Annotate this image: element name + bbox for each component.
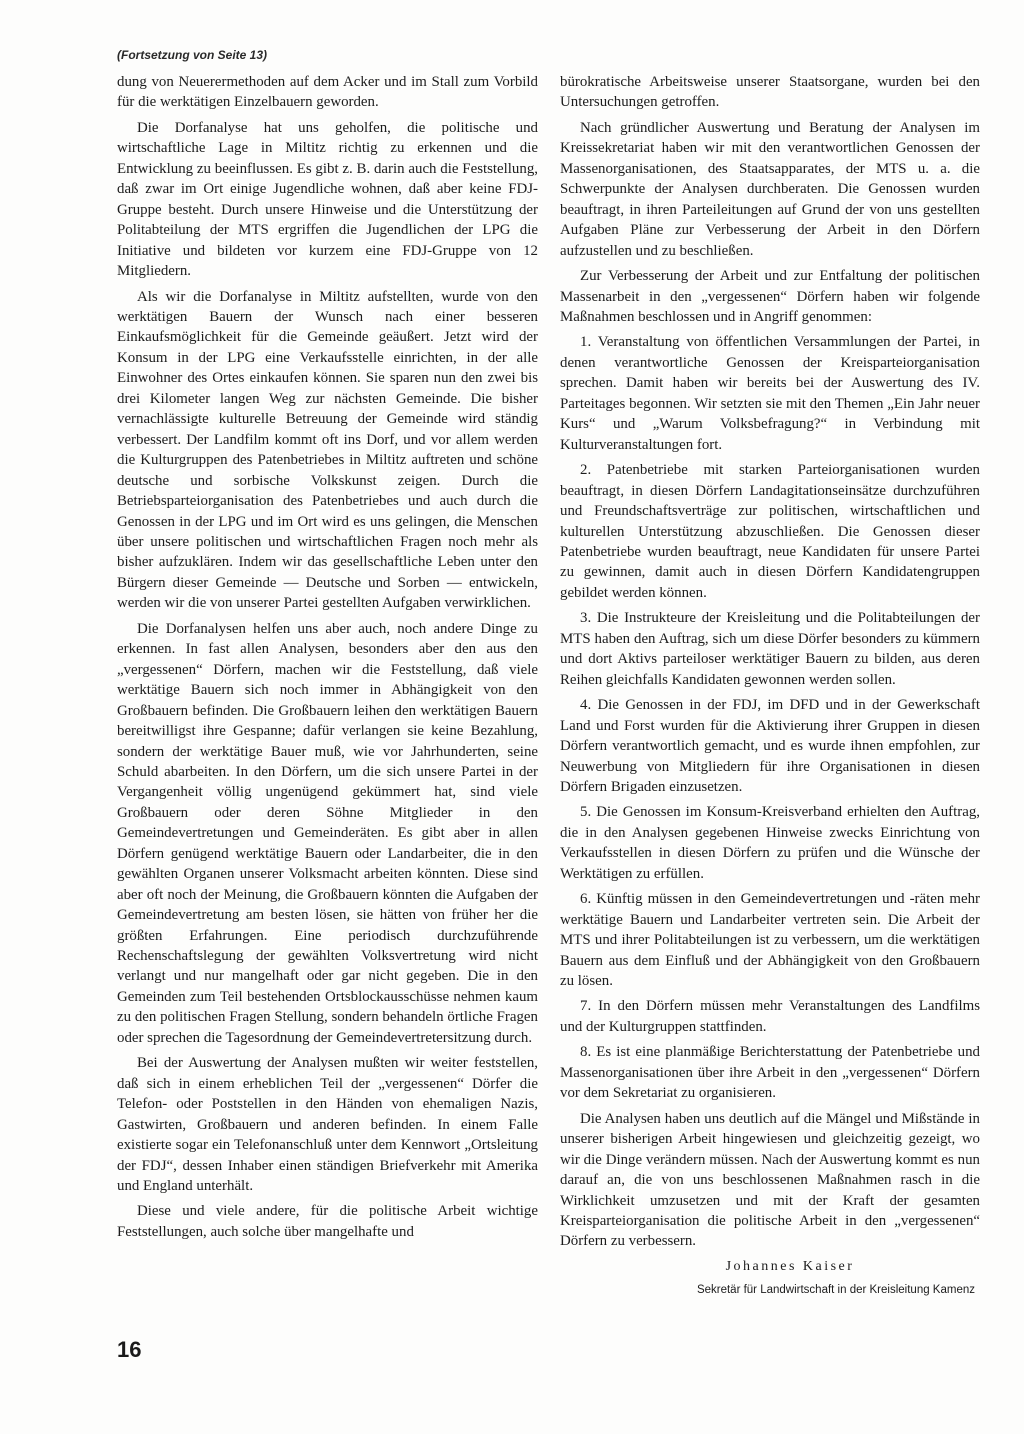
author-name: Johannes Kaiser xyxy=(725,1258,855,1274)
paragraph: Zur Verbesserung der Arbeit und zur Entfaltung der politischen Massenarbeit in den „vergessenen“ Dörfern haben wir folgende Maßnahmen beschlossen und in Angriff genommen: xyxy=(560,268,980,325)
paragraph: Die Dorfanalysen helfen uns aber auch, noch andere Dinge zu erkennen. In fast allen Analysen, besonders aber den aus den „vergessenen“ Dörfern, machen wir die Feststellung, daß viele werktätige Bauern sich noch immer in Abhängigkeit von den Großbauern befinden. Die Großbauern leihen den werktätigen Bauern bereitwilligst ihre Gespanne; dafür verlangen sie keine Bezahlung, sondern der werktätige Bauer muß, wie vor Jahrhunderten, seine Schuld abarbeiten. In den Dörfern, um die sich unsere Partei in der Vergangenheit völlig ungenügend gekümmert hat, sind viele Großbauern oder deren Söhne Mitglieder in den Gemeindevertretungen und Gemeinderäten. Es gibt aber in allen Dörfern genügend werktätige Bauern oder Landarbeiter, die in den gewählten Organen unserer Volksmacht arbeiten könnten. Diese sind aber oft noch der Meinung, die Großbauern könnten die Aufgaben der Gemeindevertretung am besten lösen, sie hätten von früher her die größten Erfahrungen. Eine periodisch durchzuführende Rechenschaftslegung der gewählten Volksvertretung wird nicht verlangt und nur mangelhaft oder gar nicht gegeben. Die in den Gemeinden zum Teil bestehenden Ortsblockausschüsse nehmen kaum zu den politischen Fragen Stellung, sondern behandeln örtliche Fragen oder sprechen die Tagesordnung der Gemeindevertretersitzung durch. xyxy=(117,620,538,1046)
list-item: 5. Die Genossen im Konsum-Kreisverband erhielten den Auftrag, die in den Analysen gegebenen Hinweise zwecks Einrichtung von Verkaufsstellen in diesen Dörfern zu prüfen und die Wünsche der Werktätigen zu erfüllen. xyxy=(560,804,980,882)
list-item: 4. Die Genossen in der FDJ, im DFD und in der Gewerkschaft Land und Forst wurden für die Aktivierung ihrer Gruppen in diesen Dörfern verantwortlich gemacht, und es wurde ihnen empfohlen, zur Neuwerbung von Mitgliedern für ihre Organisationen in diesen Dörfern Brigaden einzusetzen. xyxy=(560,697,980,795)
page-number: 16 xyxy=(117,1337,142,1362)
paragraph: bürokratische Arbeitsweise unserer Staatsorgane, wurden bei den Untersuchungen getroffen. xyxy=(560,74,980,111)
paragraph: Als wir die Dorfanalyse in Miltitz aufstellten, wurde von den werktätigen Bauern der Wunsch nach einer besseren Einkaufsmöglichkeit für die Gemeinde geäußert. Jetzt wird der Konsum in der LPG eine Verkaufsstelle einrichten, in der alle Einwohner des Ortes einkaufen können. Sie sparen nun den zwei bis drei Kilometer langen Weg zur nächsten Gemeinde. Die bisher vernachlässigte kulturelle Betreuung der Gemeinde wird ständig verbessert. Der Landfilm kommt oft ins Dorf, und vor allem werden die Kulturgruppen des Patenbetriebes in Miltitz auftreten und schöne deutsche und sorbische Volkskunst zeigen. Durch die Betriebsparteiorganisation des Patenbetriebes und auch durch die Genossen in der LPG und im Ort wird es uns gelingen, die Menschen über unsere politischen und wirtschaftlichen Fragen noch mehr als bisher aufzuklären. Indem wir das gesellschaftliche Leben unter den Bürgern dieser Gemeinde — Deutsche und Sorben — entwickeln, werden wir die von unserer Partei gestellten Aufgaben verwirklichen. xyxy=(117,288,538,612)
author-role: Sekretär für Landwirtschaft in der Kreisleitung Kamenz xyxy=(696,1284,975,1297)
paragraph: Die Dorfanalyse hat uns geholfen, die politische und wirtschaftliche Lage in Miltitz richtig zu erkennen und die Entwicklung zu beeinflussen. Es gibt z. B. darin auch die Feststellung, daß zwar im Ort einige Jugendliche wohnen, daß aber keine FDJ-Gruppe besteht. Durch unsere Hinweise und die Unterstützung der Politabteilung der MTS ergriffen die Jugendlichen der LPG die Initiative und bildeten vor kurzem eine FDJ-Gruppe von 12 Mitgliedern. xyxy=(117,119,538,280)
list-item: 3. Die Instrukteure der Kreisleitung und die Politabteilungen der MTS haben den Auftrag, sich um diese Dörfer besonders zu kümmern und dort Aktivs parteiloser werktätiger Bauern zu bilden, aus deren Reihen gleichfalls Kandidaten gewonnen werden sollen. xyxy=(560,610,980,688)
list-item: 1. Veranstaltung von öffentlichen Versammlungen der Partei, in denen verantwortliche Genossen der Kreisparteiorganisation sprechen. Damit haben wir bereits bei der Auswertung des IV. Parteitages begonnen. Wir setzten sie mit den Themen „Ein Jahr neuer Kurs“ und „Warum Volksbefragung?“ in Verbindung mit Kulturveranstaltungen fort. xyxy=(560,334,980,453)
left-column xyxy=(117,72,538,1247)
list-item: 8. Es ist eine planmäßige Berichterstattung der Patenbetriebe und Massenorganisationen über ihre Arbeit in den „vergessenen“ Dörfern vor dem Sekretariat zu organisieren. xyxy=(560,1044,980,1102)
paragraph: Diese und viele andere, für die politische Arbeit wichtige Feststellungen, auch solche über mangelhafte und xyxy=(117,1203,538,1240)
list-item: 7. In den Dörfern müssen mehr Veranstaltungen des Landfilms und der Kulturgruppen stattfinden. xyxy=(560,998,980,1035)
paragraph: Bei der Auswertung der Analysen mußten wir weiter feststellen, daß sich in einem erheblichen Teil der „vergessenen“ Dörfer die Telefon- oder Poststellen in den Händen von ehemaligen Nazis, Gastwirten, Großbauern und anderen befinden. In einem Falle existierte sogar ein Telefonanschluß unter dem Kennwort „Ortsleitung der FDJ“, dessen Inhaber einen ständigen Briefverkehr mit Amerika und England unterhält. xyxy=(117,1055,538,1195)
continuation-note: (Fortsetzung von Seite 13) xyxy=(117,48,268,62)
paragraph: dung von Neuerermethoden auf dem Acker und im Stall zum Vorbild für die werktätigen Einzelbauern geworden. xyxy=(117,74,538,111)
right-column xyxy=(560,72,980,1301)
paragraph: Nach gründlicher Auswertung und Beratung der Analysen im Kreissekretariat haben wir mit den verantwortlichen Genossen der Massenorganisationen, des Staatsapparates, der MTS u. a. die Schwerpunkte der Analysen durchberaten. Die Genossen wurden beauftragt, in ihren Parteileitungen auf Grund der von uns gestellten Aufgaben Pläne zur Verbesserung der Arbeit in den Dörfern aufzustellen und zu beschließen. xyxy=(560,119,980,259)
list-item: 2. Patenbetriebe mit starken Parteiorganisationen wurden beauftragt, in diesen Dörfern Landagitationseinsätze durchzuführen und Freundschaftsverträge zur politischen, wirtschaftlichen und kulturellen Unterstützung abzuschließen. Die Genossen dieser Patenbetriebe wurden beauftragt, neue Kandidaten für unsere Partei zu gewinnen, damit auch in diesen Dörfern Kandidatengruppen gebildet werden können. xyxy=(560,462,980,601)
list-item: 6. Künftig müssen in den Gemeindevertretungen und -räten mehr werktätige Bauern und Landarbeiter vertreten sein. Die Arbeit der MTS und ihrer Politabteilungen ist zu verbessern, um die werktätigen Bauern aus dem Einfluß und der Abhängigkeit von den Großbauern zu lösen. xyxy=(560,891,980,990)
paragraph: Die Analysen haben uns deutlich auf die Mängel und Mißstände in unserer bisherigen Arbeit hingewiesen und gleichzeitig gezeigt, wo wir die Dinge verändern müssen. Nach der Auswertung kommt es nun darauf an, die von uns beschlossenen Maßnahmen rasch in die Wirklichkeit umzusetzen und mit der Kraft der gesamten Kreisparteiorganisation die politische Arbeit in den „vergessenen“ Dörfern zu verbessern. xyxy=(560,1110,980,1250)
